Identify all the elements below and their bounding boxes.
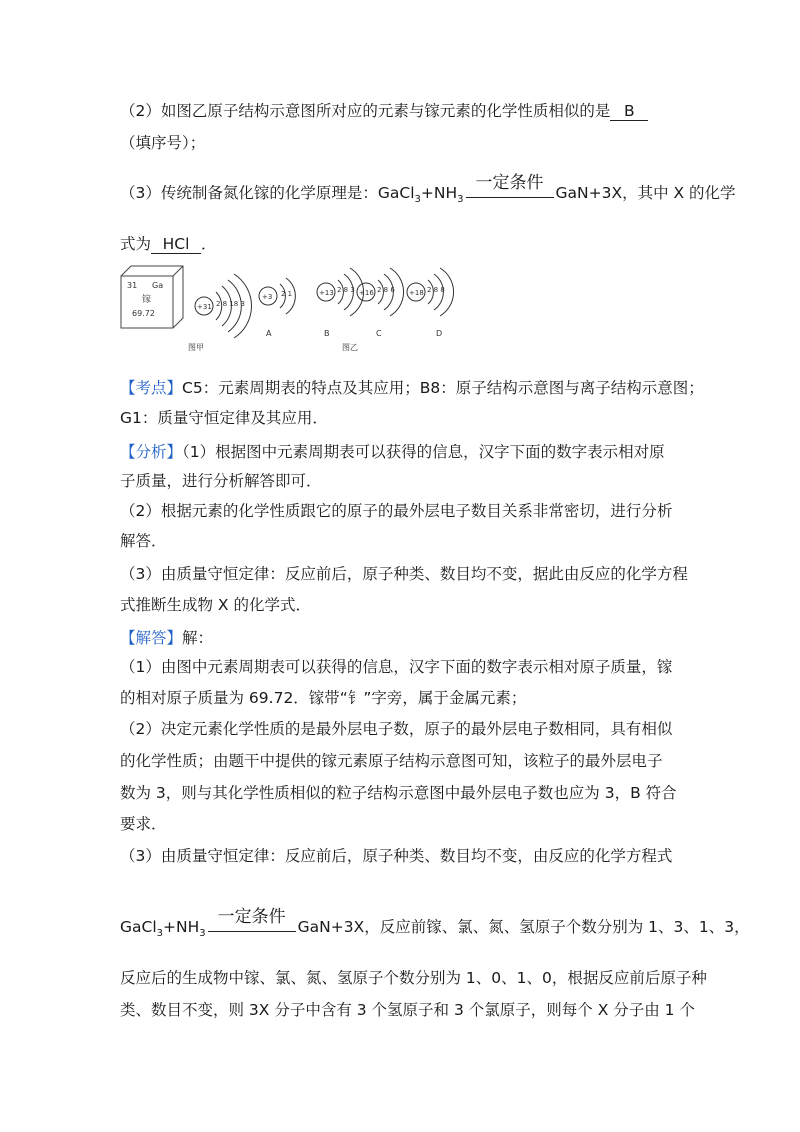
atom-d-diagram [407, 268, 454, 338]
q2-answer: B [610, 102, 648, 121]
cell-mass: 69.72 [132, 309, 155, 318]
q3-sub: 3 [414, 194, 421, 206]
q3-sub2: 3 [457, 194, 464, 206]
ga-nucleus: +31 [197, 303, 212, 311]
jieda-line6: 要求． [120, 815, 167, 833]
q3-answer: HCl [151, 235, 201, 254]
atom-b-label: B [324, 329, 330, 338]
q3-line2 [120, 233, 217, 255]
jieda-equation-line [120, 907, 750, 945]
q2-line [120, 100, 648, 122]
cell-name: 镓 [142, 295, 152, 305]
jieda-line7: （3）由质量守恒定律：反应前后，原子种类、数目均不变，由反应的化学方程式 [120, 847, 673, 865]
jieda-after: 解： [182, 629, 214, 647]
jieda-line1: （1）由图中元素周期表可以获得的信息，汉字下面的数字表示相对原子质量，镓 [120, 658, 673, 676]
atom-b-shells: 2 8 3 [337, 286, 355, 294]
reaction-condition: 一定条件 [466, 183, 554, 198]
fenxi-line5: （3）由质量守恒定律：反应前后，原子种类、数目均不变，据此由反应的化学方程 [120, 565, 688, 583]
q3-plus: +NH [420, 184, 458, 202]
caption-yi: 图乙 [342, 343, 358, 352]
atom-d-shells: 2 8 8 [427, 286, 445, 294]
cell-symbol: Ga [152, 281, 164, 290]
fenxi-line2: 子质量，进行分析解答即可． [120, 472, 322, 490]
eq-post: GaN+3X，反应前镓、氯、氮、氢原子个数分别为 1、3、1、3， [297, 918, 750, 936]
eq-pre: GaCl [120, 918, 157, 936]
atom-d-nucleus: +18 [409, 289, 424, 297]
q3-line2-post: ． [201, 235, 217, 253]
kaodian-text: C5：元素周期表的特点及其应用；B8：原子结构示意图与离子结构示意图； [182, 379, 704, 397]
atom-a-shells: 2 1 [281, 290, 293, 298]
q3-pre: （3）传统制备氮化镓的化学原理是：GaCl [120, 184, 415, 202]
q3-line [120, 173, 736, 211]
atom-b-diagram [317, 268, 364, 338]
eq-sub: 3 [156, 928, 164, 940]
atom-c-diagram [357, 268, 404, 338]
jieda-tag: 【解答】 [120, 629, 183, 647]
fenxi-tag: 【分析】 [120, 443, 183, 461]
cell-number: 31 [127, 281, 138, 290]
jieda-line4: 的化学性质；由题干中提供的镓元素原子结构示意图可知，该粒子的最外层电子 [120, 752, 663, 770]
jieda-line9: 类、数目不变，则 3X 分子中含有 3 个氢原子和 3 个氯原子，则每个 X 分子由 1 个 [120, 1001, 695, 1019]
ga-shells: 2 8 18 3 [216, 300, 245, 308]
fenxi-line1 [120, 441, 665, 463]
jieda-line8: 反应后的生成物中镓、氯、氮、氢原子个数分别为 1、0、1、0，根据反应前后原子种 [120, 969, 707, 987]
eq-condition: 一定条件 [208, 917, 296, 932]
atom-a-diagram [259, 278, 295, 338]
fenxi-text: （1）根据图中元素周期表可以获得的信息，汉字下面的数字表示相对原 [182, 443, 665, 461]
fenxi-line6: 式推断生成物 X 的化学式． [120, 596, 311, 614]
eq-plus: +NH [163, 918, 200, 936]
jieda-line5: 数为 3，则与其化学性质相似的粒子结构示意图中最外层电子数也应为 3，B 符合 [120, 784, 677, 802]
atom-structure-figure [118, 256, 458, 356]
kaodian-tag: 【考点】 [120, 379, 183, 397]
ga-atom-diagram [195, 274, 252, 338]
fenxi-line4: 解答． [120, 532, 167, 550]
eq-sub2: 3 [199, 928, 206, 940]
atom-a-label: A [266, 329, 272, 338]
fenxi-line3: （2）根据元素的化学性质跟它的原子的最外层电子数目关系非常密切，进行分析 [120, 502, 673, 520]
q3-line2-pre: 式为 [120, 235, 152, 253]
periodic-table-cell [121, 266, 183, 328]
q2-text: （2）如图乙原子结构示意图所对应的元素与镓元素的化学性质相似的是 [120, 102, 611, 120]
atom-a-nucleus: +3 [262, 293, 273, 301]
atom-c-shells: 2 8 6 [377, 286, 395, 294]
jieda-heading [120, 627, 213, 649]
atom-c-nucleus: +16 [359, 289, 374, 297]
jieda-line2: 的相对原子质量为 69.72．镓带“钅”字旁，属于金属元素； [120, 689, 527, 707]
atom-d-label: D [436, 329, 443, 338]
kaodian-line2: G1：质量守恒定律及其应用． [120, 409, 328, 427]
atom-b-nucleus: +13 [319, 289, 334, 297]
q2-line2: （填序号）； [120, 134, 206, 152]
q3-post: GaN+3X，其中 X 的化学 [555, 184, 736, 202]
jieda-line3: （2）决定元素化学性质的是最外层电子数，原子的最外层电子数相同，具有相似 [120, 720, 673, 738]
kaodian-line1 [120, 377, 704, 399]
atom-c-label: C [376, 329, 382, 338]
caption-jia: 图甲 [188, 343, 204, 352]
